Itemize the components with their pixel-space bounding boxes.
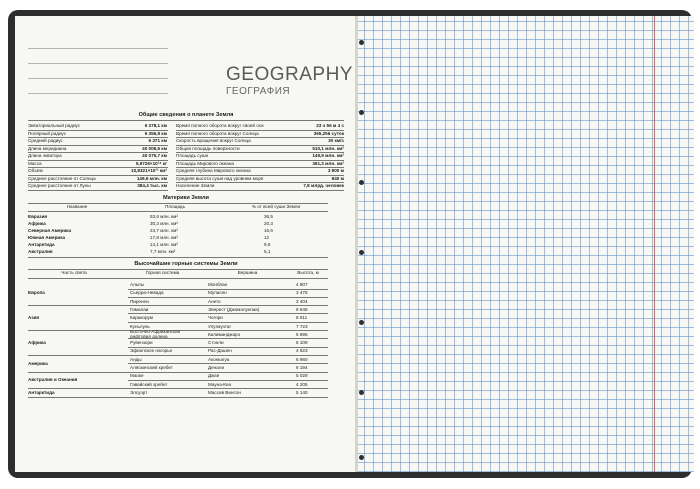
binding-hole <box>359 110 364 115</box>
info-value: 10,8321×10¹¹ км³ <box>131 168 167 173</box>
mountain-height: 3 478 <box>296 290 308 296</box>
decorative-line <box>28 63 168 64</box>
mountain-height: 3 404 <box>296 298 308 304</box>
info-label: Средняя глубина Мирового океана <box>176 168 251 173</box>
table-rule <box>28 278 328 279</box>
mountain-height: 5 895 <box>296 331 308 337</box>
mountain-system: Альпы <box>130 282 144 287</box>
column-header: Часть света <box>61 270 87 275</box>
info-value: 40 075,7 км <box>142 153 167 158</box>
mountain-system: Гималаи <box>130 306 149 312</box>
continent-area: 53,6 млн. км² <box>150 214 178 219</box>
section-title: Материки Земли <box>162 195 209 201</box>
continent-area: 7,7 млн. км² <box>150 249 176 254</box>
continent-name: Австралия <box>28 249 53 254</box>
table-rule <box>28 211 328 212</box>
info-value: 840 м <box>331 175 344 181</box>
mountain-height: 4 205 <box>296 381 308 387</box>
mountain-system: Рувензори <box>130 340 153 346</box>
binding-hole <box>359 320 364 325</box>
continent-percent: 9,5 <box>264 242 271 247</box>
info-label: Население Земли <box>176 183 215 188</box>
mountain-peak: Улугмузтаг <box>208 323 232 329</box>
info-label: Время полного оборота вокруг своей оси <box>176 123 264 128</box>
continent-name: Африка <box>28 221 46 226</box>
mountain-system: Элсуэрт <box>130 389 148 395</box>
mountain-system: Пиренеи <box>130 298 149 304</box>
mountain-height: 4 807 <box>296 282 308 287</box>
info-label: Средняя высота суши над уровнем моря <box>176 175 264 181</box>
info-value: 3 800 м <box>327 168 344 173</box>
continent-percent: 5,1 <box>264 249 271 254</box>
continent-name: Южная Америка <box>28 235 66 240</box>
mountain-peak: Денали <box>208 365 225 370</box>
info-label: Среднее расстояние от Солнца <box>28 175 96 181</box>
info-label: Время полного оборота вокруг Солнца <box>176 130 259 136</box>
graph-paper-page <box>358 16 694 472</box>
column-header: Название <box>66 204 88 209</box>
mountain-height: 5 109 <box>296 340 308 346</box>
mountain-height: 8 611 <box>296 315 308 321</box>
group-rule <box>28 397 328 398</box>
margin-line <box>654 16 655 472</box>
continent-percent: 20,3 <box>264 221 273 226</box>
mountain-height: 8 848 <box>296 306 308 312</box>
mountain-height: 5 140 <box>296 389 308 395</box>
region-name: Европа <box>28 289 45 295</box>
table-rule <box>28 120 344 121</box>
row-rule <box>176 190 344 191</box>
info-label: Средний радиус <box>28 138 63 143</box>
info-value: 510,1 млн. км² <box>312 145 344 151</box>
region-name: Африка <box>28 339 46 345</box>
mountain-peak: Монблан <box>208 282 228 287</box>
info-value: 365,256 суток <box>313 130 344 136</box>
info-label: Среднее расстояние от Луны <box>28 183 91 188</box>
continent-name: Антарктида <box>28 242 55 247</box>
info-value: 6 356,8 км <box>144 130 167 136</box>
mountain-system: Гавайский хребет <box>130 381 168 387</box>
region-name: Америка <box>28 360 48 366</box>
info-value: 384,4 тыс. км <box>137 183 167 188</box>
continent-name: Евразия <box>28 214 48 219</box>
mountain-system: Маоке <box>130 373 144 379</box>
mountain-peak: Муласен <box>208 290 227 296</box>
info-value: 5,9726×10²⁴ кг <box>135 160 167 166</box>
mountain-system: Восточно-Африканская рифтовая долина <box>130 329 181 340</box>
mountain-peak: Джая <box>208 373 220 379</box>
section-title: Высочайшие горные системы Земли <box>134 261 238 267</box>
mountain-system: Каракорум <box>130 315 153 321</box>
spine <box>355 16 358 472</box>
mountain-peak: Стэнли <box>208 340 224 346</box>
info-value: 6 371 км <box>148 138 167 143</box>
region-name: Азия <box>28 314 40 320</box>
info-label: Скорость вращения вокруг Солнца <box>176 138 251 143</box>
mountain-system: Аляскинский хребет <box>130 365 173 370</box>
continent-area: 14,1 млн. км² <box>150 242 178 247</box>
region-name: Австралия и Океания <box>28 377 78 383</box>
column-header: Вершина <box>237 270 258 275</box>
binding-hole <box>359 180 364 185</box>
mountain-system: Сьерра-Невада <box>130 290 164 296</box>
column-header: Высота, м <box>297 270 319 275</box>
mountain-peak: Аконкагуа <box>208 356 230 362</box>
info-value: 149,6 млн. км <box>136 175 167 181</box>
mountain-system: Куньлунь <box>130 323 150 329</box>
decorative-line <box>28 78 168 79</box>
mountain-system: Анды <box>130 356 142 362</box>
continent-name: Северная Америка <box>28 228 72 233</box>
continent-percent: 12 <box>264 235 270 240</box>
page-subtitle: ГЕОГРАФИЯ <box>226 86 291 97</box>
info-value: 6 378,1 км <box>144 123 167 128</box>
region-name: Антарктида <box>28 389 55 395</box>
info-label: Полярный радиус <box>28 130 67 136</box>
continent-area: 17,8 млн. км² <box>150 235 178 240</box>
table-rule <box>28 257 328 258</box>
mountain-peak: Мауна-Кеа <box>208 381 232 387</box>
mountain-system: Эфиопское нагорье <box>130 348 173 354</box>
binding-hole <box>359 455 364 460</box>
info-value: 23 ч 56 м 4 с <box>316 123 344 128</box>
decorative-line <box>28 93 168 94</box>
mountain-height: 5 029 <box>296 373 308 379</box>
mountain-height: 6 194 <box>296 365 308 370</box>
mountain-height: 7 723 <box>296 323 308 329</box>
info-label: Площадь суши <box>176 153 209 158</box>
continent-area: 30,3 млн. км² <box>150 221 178 226</box>
info-label: Экваториальный радиус <box>28 123 81 128</box>
info-label: Длина меридиана <box>28 145 67 151</box>
info-value: 149,9 млн. км² <box>312 153 344 158</box>
info-value: 361,3 млн. км² <box>312 160 344 166</box>
binding-hole <box>359 390 364 395</box>
row-rule <box>28 190 168 191</box>
info-label: Площадь Мирового океана <box>176 160 234 166</box>
page-title: GEOGRAPHY <box>226 64 353 85</box>
column-header: Площадь <box>165 204 185 209</box>
mountain-peak: Массив Винсон <box>208 389 241 395</box>
binding-hole <box>359 40 364 45</box>
column-header: % от всей суши Земли <box>251 204 301 209</box>
continent-area: 24,7 млн. км² <box>150 228 178 233</box>
info-label: Масса <box>28 160 42 166</box>
mountain-peak: Рас-Дашен <box>208 348 232 354</box>
mountain-height: 6 960 <box>296 356 308 362</box>
decorative-line <box>28 48 168 49</box>
mountain-peak: Чогори <box>208 315 223 321</box>
binding-hole <box>359 250 364 255</box>
section-title: Общие сведения о планете Земля <box>138 112 234 118</box>
column-header: Горная система <box>145 270 180 275</box>
continent-percent: 16,6 <box>264 228 273 233</box>
mountain-peak: Эверест (Джомолунгма) <box>208 306 260 312</box>
info-value: 40 008,6 км <box>142 145 167 151</box>
mountain-peak: Килиманджаро <box>208 331 241 337</box>
info-value: 30 км/с <box>328 138 344 143</box>
mountain-peak: Ането <box>208 298 221 304</box>
info-label: Общая площадь поверхности <box>176 145 240 151</box>
info-label: Длина экватора <box>28 153 62 158</box>
info-label: Объём <box>28 168 43 173</box>
mountain-height: 4 623 <box>296 348 308 354</box>
continent-percent: 36,5 <box>264 214 273 219</box>
info-value: 7,8 млрд. человек <box>303 183 344 188</box>
